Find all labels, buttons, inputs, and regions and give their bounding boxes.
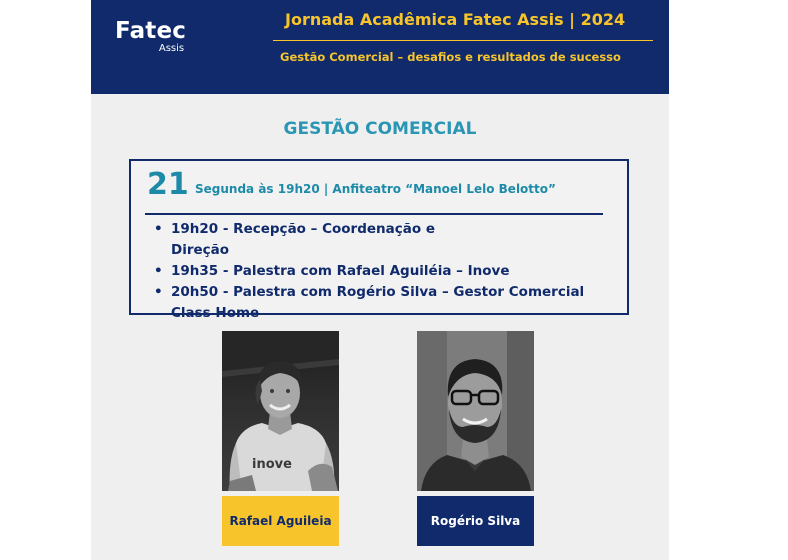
bullet-icon: • — [154, 263, 163, 279]
schedule-item — [149, 219, 471, 261]
schedule-divider — [145, 213, 603, 215]
speaker-photo-rogerio — [417, 331, 534, 491]
speaker-portrait-rogerio — [417, 331, 534, 491]
poster — [91, 0, 669, 560]
day-description: Segunda às 19h20 | Anfiteatro “Manoel Lelo Belotto” — [195, 182, 556, 196]
speaker-name-rafael: Rafael Aguileia — [222, 496, 339, 546]
schedule-item — [149, 261, 571, 282]
section-title: GESTÃO COMERCIAL — [283, 119, 477, 139]
schedule-item-text: 19h35 - Palestra com Rafael Aguiléia – Inove — [171, 263, 510, 279]
event-subtitle: Gestão Comercial – desafios e resultados de sucesso — [280, 50, 621, 64]
logo-sub-text: Assis — [158, 43, 185, 54]
shirt-text: inove — [252, 457, 292, 472]
schedule-list — [149, 219, 591, 324]
event-title: Jornada Acadêmica Fatec Assis | 2024 — [285, 10, 626, 29]
logo-main-text: Fatec — [115, 18, 187, 44]
fatec-logo — [115, 18, 186, 54]
speaker-portrait-rafael — [222, 331, 339, 491]
schedule-item-text: 20h50 - Palestra com Rogério Silva – Gestor Comercial Class Home — [171, 284, 585, 321]
header-divider — [273, 40, 653, 41]
day-number: 21 — [147, 167, 189, 202]
bullet-icon: • — [154, 284, 163, 300]
speaker-name-rogerio: Rogério Silva — [417, 496, 534, 546]
schedule-item-text: 19h20 - Recepção – Coordenação e Direção — [171, 221, 435, 258]
speaker-photo-rafael — [222, 331, 339, 491]
schedule-box — [129, 159, 629, 321]
bullet-icon: • — [154, 221, 163, 237]
header-banner — [91, 0, 669, 94]
schedule-item — [149, 282, 591, 324]
